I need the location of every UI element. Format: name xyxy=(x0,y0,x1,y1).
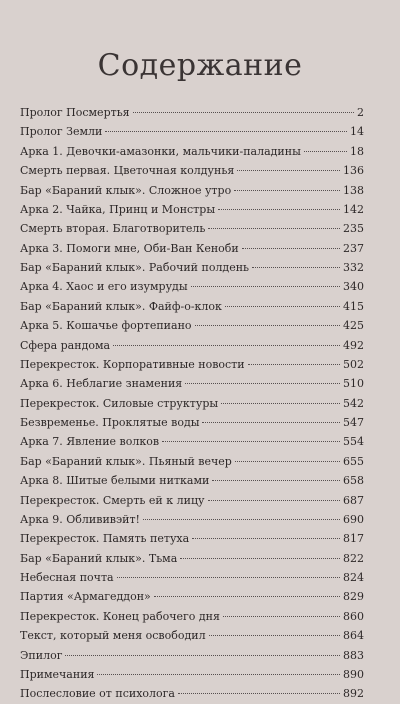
toc-entry-title: Сфера рандома xyxy=(20,338,111,352)
toc-entry-page-number: 138 xyxy=(343,183,364,197)
toc-entry xyxy=(20,413,364,432)
toc-entry-page-number: 690 xyxy=(343,512,364,526)
toc-entry-title: Эпилог xyxy=(20,648,63,662)
dot-leader xyxy=(113,345,340,346)
toc-entry-page-number: 415 xyxy=(343,299,364,313)
toc-entry-title: Арка 7. Явление волков xyxy=(20,435,160,449)
toc-entry xyxy=(20,607,364,626)
dot-leader xyxy=(105,131,347,132)
toc-entry-page-number: 824 xyxy=(343,571,364,584)
toc-entry xyxy=(20,355,364,374)
toc-entry xyxy=(20,316,364,335)
toc-entry-title: Пролог Посмертья xyxy=(20,106,130,119)
toc-entry-title: Смерть вторая. Благотворитель xyxy=(20,222,206,236)
toc-entry-title: Арка 9. Облививэйт! xyxy=(20,512,140,526)
toc-entry-title: Послесловие от психолога xyxy=(20,687,175,701)
toc-entry xyxy=(20,452,364,471)
toc-entry xyxy=(20,587,364,606)
toc-entry-title: Текст, который меня освободил xyxy=(20,629,206,643)
toc-entry-page-number: 18 xyxy=(350,144,364,158)
toc-entry-title: Бар «Бараний клык». Пьяный вечер xyxy=(20,454,232,468)
dot-leader xyxy=(221,403,340,404)
toc-entry-title: Бар «Бараний клык». Тьма xyxy=(20,551,178,565)
dot-leader xyxy=(223,616,340,617)
toc-entry-title: Перекресток. Силовые структуры xyxy=(20,396,219,410)
dot-leader xyxy=(65,655,340,656)
toc-entry-title: Арка 8. Шитые белыми нитками xyxy=(20,474,210,488)
toc-entry-title: Перекресток. Конец рабочего дня xyxy=(20,609,220,623)
toc-entry-title: Арка 3. Помоги мне, Оби-Ван Кеноби xyxy=(20,241,239,255)
toc-entry-page-number: 502 xyxy=(343,357,364,371)
toc-entry-page-number: 860 xyxy=(343,609,364,623)
toc-entry-title: Перекресток. Корпоративные новости xyxy=(20,357,245,371)
dot-leader xyxy=(208,228,340,229)
table-of-contents xyxy=(20,103,364,704)
toc-entry-page-number: 822 xyxy=(343,551,364,565)
toc-entry xyxy=(20,161,364,180)
toc-entry xyxy=(20,122,364,141)
toc-entry-title: Арка 2. Чайка, Принц и Монстры xyxy=(20,202,216,216)
toc-entry xyxy=(20,219,364,238)
toc-entry xyxy=(20,549,364,568)
dot-leader xyxy=(252,267,340,268)
dot-leader xyxy=(208,500,341,501)
toc-entry xyxy=(20,374,364,393)
toc-entry-page-number: 890 xyxy=(343,667,364,681)
toc-entry xyxy=(20,510,364,529)
toc-entry-page-number: 687 xyxy=(343,493,364,507)
dot-leader xyxy=(209,635,340,636)
toc-entry xyxy=(20,684,364,703)
toc-entry-page-number: 883 xyxy=(343,648,364,662)
toc-entry-title: Безвременье. Проклятые воды xyxy=(20,416,200,429)
toc-entry-title: Пролог Земли xyxy=(20,125,103,139)
toc-entry-page-number: 425 xyxy=(343,319,364,333)
dot-leader xyxy=(225,306,340,307)
toc-entry-page-number: 864 xyxy=(343,629,364,643)
toc-entry-page-number: 332 xyxy=(343,261,364,274)
toc-entry xyxy=(20,239,364,258)
toc-entry-title: Примечания xyxy=(20,667,95,681)
toc-entry xyxy=(20,181,364,200)
toc-entry-page-number: 817 xyxy=(343,532,364,546)
toc-entry-page-number: 554 xyxy=(343,435,364,449)
dot-leader xyxy=(143,519,340,520)
toc-entry-page-number: 142 xyxy=(343,202,364,216)
toc-entry xyxy=(20,568,364,587)
toc-entry xyxy=(20,200,364,219)
toc-entry xyxy=(20,258,364,277)
toc-entry xyxy=(20,336,364,355)
toc-entry xyxy=(20,297,364,316)
dot-leader xyxy=(191,286,340,287)
dot-leader xyxy=(235,461,340,462)
dot-leader xyxy=(178,693,340,694)
dot-leader xyxy=(162,441,340,442)
toc-entry-page-number: 542 xyxy=(343,396,364,410)
dot-leader xyxy=(237,170,340,171)
dot-leader xyxy=(212,480,340,481)
dot-leader xyxy=(192,538,340,539)
toc-entry-title: Арка 1. Девочки-амазонки, мальчики-паладины xyxy=(20,144,301,158)
dot-leader xyxy=(202,422,340,423)
toc-entry-title: Бар «Бараний клык». Рабочий полдень xyxy=(20,261,250,274)
toc-entry-title: Арка 4. Хаос и его изумруды xyxy=(20,280,188,294)
toc-entry-title: Перекресток. Память петуха xyxy=(20,532,190,546)
dot-leader xyxy=(218,209,340,210)
toc-entry-title: Смерть первая. Цветочная колдунья xyxy=(20,164,235,178)
toc-entry-title: Партия «Армагеддон» xyxy=(20,590,151,604)
toc-entry xyxy=(20,471,364,490)
toc-entry xyxy=(20,626,364,645)
toc-entry-page-number: 492 xyxy=(343,338,364,352)
toc-entry-title: Арка 5. Кошачье фортепиано xyxy=(20,319,192,333)
toc-entry-page-number: 547 xyxy=(343,416,364,429)
dot-leader xyxy=(133,112,354,113)
toc-entry xyxy=(20,142,364,161)
toc-entry-page-number: 136 xyxy=(343,164,364,178)
toc-entry xyxy=(20,103,364,122)
toc-entry-page-number: 2 xyxy=(357,106,364,119)
toc-entry-page-number: 14 xyxy=(350,125,364,139)
dot-leader xyxy=(154,596,340,597)
toc-entry-page-number: 658 xyxy=(343,474,364,488)
toc-entry-page-number: 829 xyxy=(343,590,364,604)
toc-entry-page-number: 235 xyxy=(343,222,364,236)
toc-entry xyxy=(20,646,364,665)
dot-leader xyxy=(185,383,340,384)
dot-leader xyxy=(234,190,340,191)
toc-entry-page-number: 340 xyxy=(343,280,364,294)
toc-entry-page-number: 655 xyxy=(343,454,364,468)
page-title: Содержание xyxy=(97,48,303,83)
toc-entry xyxy=(20,529,364,548)
toc-entry-page-number: 510 xyxy=(343,377,364,391)
toc-entry xyxy=(20,491,364,510)
toc-entry-page-number: 237 xyxy=(343,241,364,255)
toc-entry-title: Бар «Бараний клык». Файф-о-клок xyxy=(20,299,222,313)
toc-entry xyxy=(20,394,364,413)
dot-leader xyxy=(304,151,347,152)
toc-entry-title: Арка 6. Неблагие знамения xyxy=(20,377,183,391)
toc-entry xyxy=(20,432,364,451)
toc-entry-title: Небесная почта xyxy=(20,571,114,584)
dot-leader xyxy=(117,577,340,578)
dot-leader xyxy=(242,248,340,249)
toc-entry-title: Перекресток. Смерть ей к лицу xyxy=(20,493,205,507)
dot-leader xyxy=(248,364,340,365)
toc-entry xyxy=(20,277,364,296)
dot-leader xyxy=(180,558,340,559)
toc-entry-title: Бар «Бараний клык». Сложное утро xyxy=(20,183,232,197)
toc-entry-page-number: 892 xyxy=(343,687,364,701)
dot-leader xyxy=(195,325,340,326)
